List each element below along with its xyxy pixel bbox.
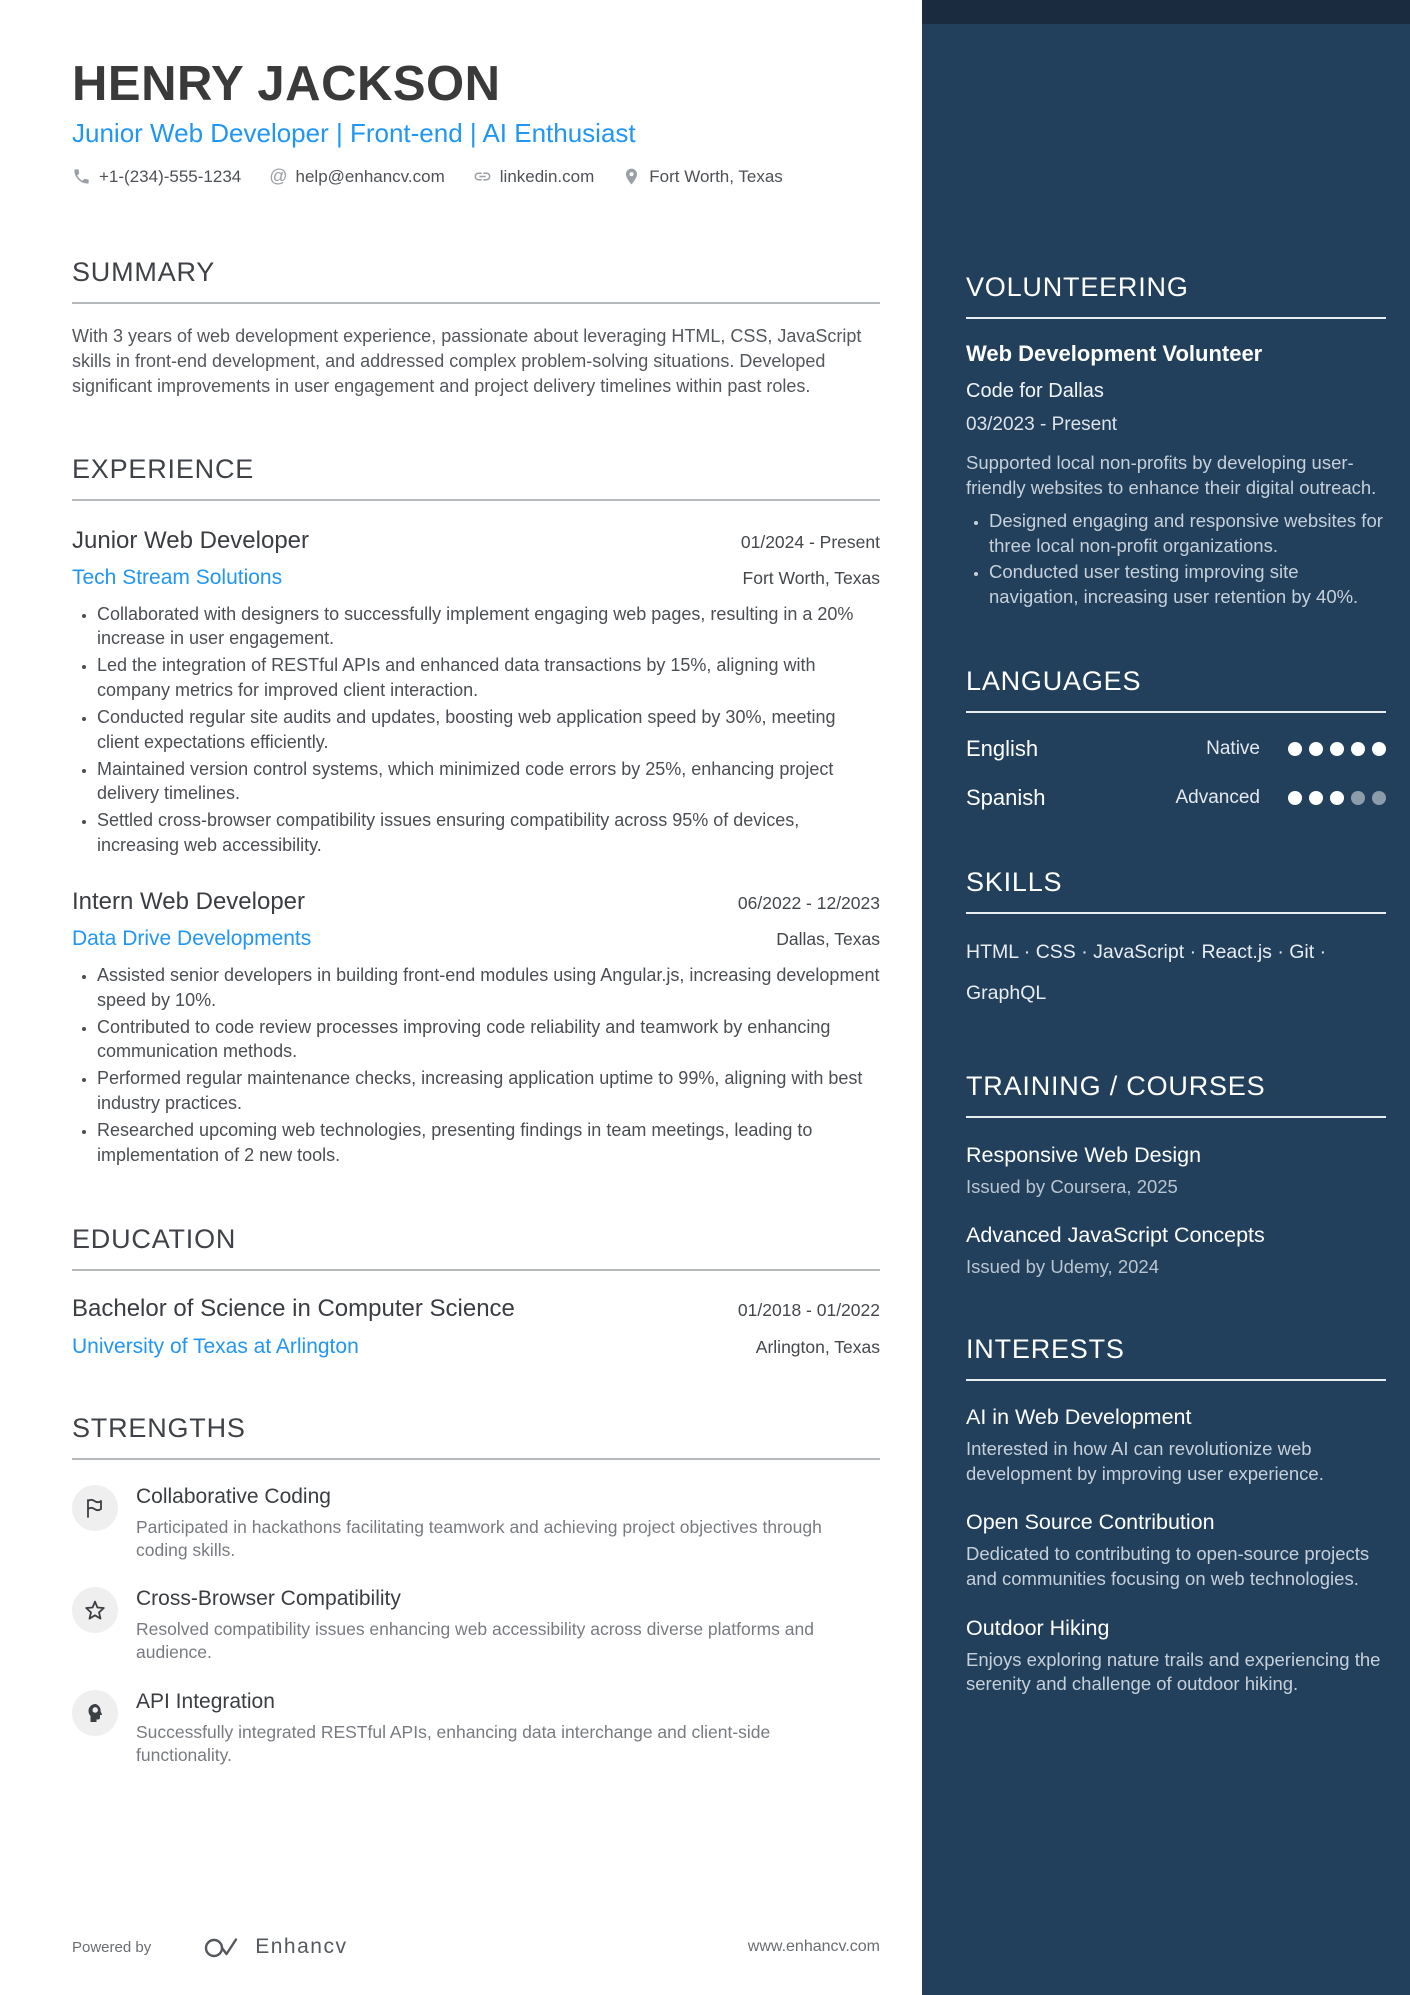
company-link[interactable]: Tech Stream Solutions xyxy=(72,565,283,589)
degree-title: Bachelor of Science in Computer Science xyxy=(72,1294,515,1322)
level-dot-filled xyxy=(1309,742,1323,756)
email-contact[interactable] xyxy=(269,166,445,187)
volunteer-org: Code for Dallas xyxy=(966,380,1104,402)
language-row xyxy=(966,736,1386,762)
linkedin-link[interactable]: linkedin.com xyxy=(499,166,595,186)
sidebar-top-band xyxy=(922,0,1410,24)
location-pin-icon xyxy=(622,167,641,186)
strength-item xyxy=(72,1690,880,1768)
skills-heading: SKILLS xyxy=(966,867,1386,914)
job-dates: 01/2024 - Present xyxy=(740,531,880,552)
skills-section xyxy=(966,867,1386,1016)
summary-text: With 3 years of web development experience, passionate about leveraging HTML, CSS, JavaScript skills in front-end development, and addressed complex problem-solving situations. Developed significant improvements in user engagement and project delivery timelines within past roles. xyxy=(72,326,862,397)
brain-head-icon xyxy=(72,1690,118,1736)
interests-heading: INTERESTS xyxy=(966,1334,1386,1381)
company-link[interactable]: Data Drive Developments xyxy=(72,926,312,950)
strength-desc: Participated in hackathons facilitating teamwork and achieving project objectives through coding skills. xyxy=(136,1516,822,1560)
language-level-label: Native xyxy=(1206,737,1260,759)
bullet-item: • Conducted regular site audits and updates, boosting web application speed by 30%, meeting client expectations efficiently. xyxy=(97,705,880,755)
interest-item xyxy=(966,1405,1386,1486)
contact-row xyxy=(72,166,880,187)
sidebar-column xyxy=(922,0,1410,1995)
education-location: Arlington, Texas xyxy=(755,1336,880,1357)
powered-by-label: Powered by xyxy=(72,1938,152,1956)
bullet-item: • Contributed to code review processes improving code reliability and teamwork by enhancing communication methods. xyxy=(97,1015,880,1065)
level-dot-filled xyxy=(1288,742,1302,756)
school-link[interactable]: University of Texas at Arlington xyxy=(72,1334,359,1358)
education-section xyxy=(72,1224,880,1359)
experience-heading: EXPERIENCE xyxy=(72,454,880,501)
level-dot-filled xyxy=(1309,791,1323,805)
brand-name[interactable]: Enhancv xyxy=(255,1935,348,1958)
bullet-item: • Designed engaging and responsive websites for three local non-profit organizations. xyxy=(989,509,1386,558)
interest-title: Open Source Contribution xyxy=(966,1510,1215,1535)
strength-desc: Resolved compatibility issues enhancing web accessibility across diverse platforms and audience. xyxy=(136,1619,814,1663)
strength-item xyxy=(72,1485,880,1563)
strengths-section xyxy=(72,1413,880,1768)
summary-section xyxy=(72,257,880,400)
at-icon: @ xyxy=(269,166,288,187)
phone-icon xyxy=(72,167,91,186)
education-dates: 01/2018 - 01/2022 xyxy=(737,1299,880,1320)
strength-title: API Integration xyxy=(136,1689,275,1713)
course-issuer: Issued by Udemy, 2024 xyxy=(966,1256,1159,1278)
job-location: Dallas, Texas xyxy=(776,928,880,949)
experience-section xyxy=(72,454,880,1170)
job-entry xyxy=(72,527,880,858)
strength-title: Collaborative Coding xyxy=(136,1484,331,1508)
level-dot-filled xyxy=(1330,742,1344,756)
person-name: HENRY JACKSON xyxy=(72,57,501,111)
job-location: Fort Worth, Texas xyxy=(742,567,880,588)
level-dot-filled xyxy=(1372,742,1386,756)
star-icon xyxy=(72,1587,118,1633)
bullet-item: • Researched upcoming web technologies, presenting findings in team meetings, leading to implementation of 2 new tools. xyxy=(97,1118,880,1168)
level-dot-empty xyxy=(1351,791,1365,805)
job-title: Junior Web Developer xyxy=(72,526,310,554)
language-name: Spanish xyxy=(966,784,1046,810)
training-section xyxy=(966,1071,1386,1278)
volunteering-heading: VOLUNTEERING xyxy=(966,272,1386,319)
flag-icon xyxy=(72,1485,118,1531)
summary-heading: SUMMARY xyxy=(72,257,880,304)
level-dot-empty xyxy=(1372,791,1386,805)
volunteer-role: Web Development Volunteer xyxy=(966,341,1263,366)
interest-item xyxy=(966,1616,1386,1697)
interest-desc: Enjoys exploring nature trails and experiencing the serenity and challenge of outdoor hiking. xyxy=(966,1648,1381,1695)
strength-desc: Successfully integrated RESTful APIs, enhancing data interchange and client-side functionality. xyxy=(136,1721,771,1765)
course-title: Responsive Web Design xyxy=(966,1143,1202,1168)
language-level-dots xyxy=(1288,742,1386,756)
bullet-item: • Settled cross-browser compatibility issues ensuring compatibility across 95% of devices, increasing web accessibility. xyxy=(97,808,880,858)
volunteering-section xyxy=(966,272,1386,610)
location-contact xyxy=(622,166,783,187)
interest-title: Outdoor Hiking xyxy=(966,1615,1110,1640)
skills-list: HTML · CSS · JavaScript · React.js · Git · GraphQL xyxy=(966,940,1327,1005)
course-title: Advanced JavaScript Concepts xyxy=(966,1223,1265,1248)
interests-section xyxy=(966,1334,1386,1697)
enhancv-logo[interactable] xyxy=(203,1935,243,1959)
phone-number: +1-(234)-555-1234 xyxy=(99,166,242,186)
location-text: Fort Worth, Texas xyxy=(649,166,783,186)
job-dates: 06/2022 - 12/2023 xyxy=(737,892,880,913)
volunteer-dates: 03/2023 - Present xyxy=(966,414,1118,435)
language-name: English xyxy=(966,735,1039,761)
level-dot-filled xyxy=(1288,791,1302,805)
training-heading: TRAINING / COURSES xyxy=(966,1071,1386,1118)
link-icon xyxy=(473,167,492,186)
bullet-item: • Maintained version control systems, which minimized code errors by 25%, enhancing project delivery timelines. xyxy=(97,757,880,807)
job-title: Intern Web Developer xyxy=(72,887,306,915)
language-row xyxy=(966,785,1386,811)
phone-contact xyxy=(72,166,241,187)
volunteer-summary: Supported local non-profits by developing user-friendly websites to enhance their digital outreach. xyxy=(966,452,1377,498)
footer-url[interactable]: www.enhancv.com xyxy=(747,1938,880,1955)
link-contact[interactable] xyxy=(473,166,595,187)
job-headline: Junior Web Developer | Front-end | AI Enthusiast xyxy=(72,117,636,148)
volunteer-bullets xyxy=(966,509,1386,609)
course-item xyxy=(966,1222,1386,1278)
footer xyxy=(72,1895,880,1959)
bullet-item: • Performed regular maintenance checks, increasing application uptime to 99%, aligning with best industry practices. xyxy=(97,1066,880,1116)
interest-item xyxy=(966,1510,1386,1591)
languages-heading: LANGUAGES xyxy=(966,666,1386,713)
course-item xyxy=(966,1142,1386,1198)
job-entry xyxy=(72,888,880,1168)
email-address[interactable]: help@enhancv.com xyxy=(295,166,445,186)
education-heading: EDUCATION xyxy=(72,1224,880,1271)
strength-title: Cross-Browser Compatibility xyxy=(136,1587,401,1611)
strengths-heading: STRENGTHS xyxy=(72,1413,880,1460)
interest-desc: Interested in how AI can revolutionize web development by improving user experience. xyxy=(966,1438,1324,1484)
languages-section xyxy=(966,666,1386,811)
level-dot-filled xyxy=(1351,742,1365,756)
language-level-dots xyxy=(1288,791,1386,805)
strength-item xyxy=(72,1587,880,1665)
job-bullets xyxy=(72,602,880,858)
language-level-label: Advanced xyxy=(1175,786,1260,808)
bullet-item: • Led the integration of RESTful APIs and enhanced data transactions by 15%, aligning with company metrics for improved client interaction. xyxy=(97,653,880,703)
bullet-item: • Assisted senior developers in building front-end modules using Angular.js, increasing development speed by 10%. xyxy=(97,963,880,1013)
course-issuer: Issued by Coursera, 2025 xyxy=(966,1176,1178,1198)
job-bullets xyxy=(72,963,880,1168)
level-dot-filled xyxy=(1330,791,1344,805)
bullet-item: • Collaborated with designers to successfully implement engaging web pages, resulting in a 20% increase in user engagement. xyxy=(97,602,880,652)
interest-desc: Dedicated to contributing to open-source projects and communities focusing on web technologies. xyxy=(966,1543,1370,1589)
interest-title: AI in Web Development xyxy=(966,1405,1192,1430)
bullet-item: • Conducted user testing improving site navigation, increasing user retention by 40%. xyxy=(989,560,1386,609)
